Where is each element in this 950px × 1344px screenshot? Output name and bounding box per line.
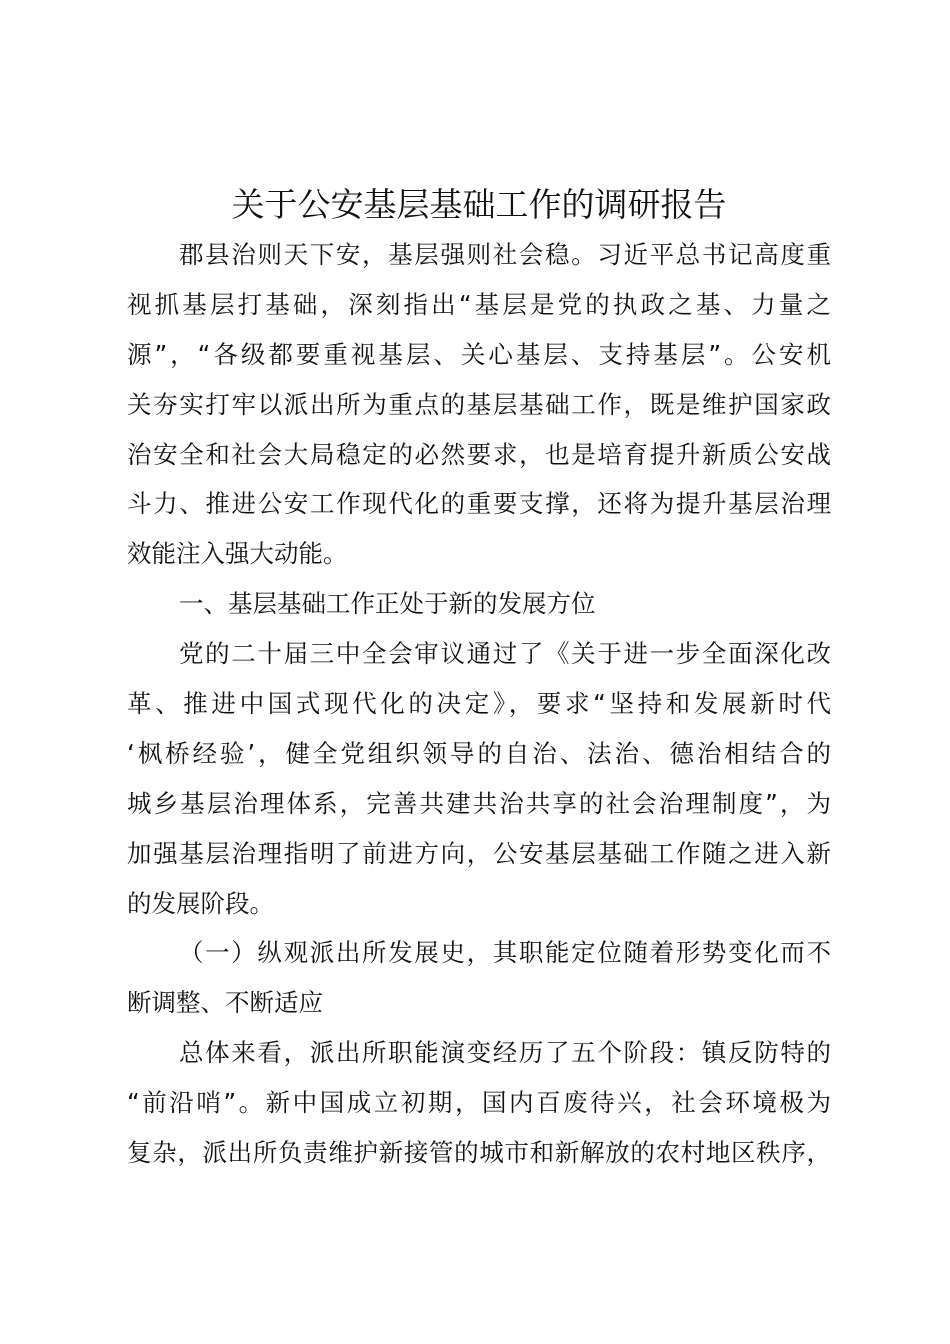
paragraph-line: 复杂，派出所负责维护新接管的城市和新解放的农村地区秩序，: [127, 1138, 831, 1168]
paragraph-line: 的发展阶段。: [127, 888, 274, 918]
paragraph-line: 关夯实打牢以派出所为重点的基层基础工作，既是维护国家政: [127, 389, 831, 419]
paragraph-line: 郡县治则天下安，基层强则社会稳。习近平总书记高度重: [179, 240, 831, 269]
subsection-heading: （一）纵观派出所发展史，其职能定位随着形势变化而不: [179, 938, 831, 968]
paragraph-line: 斗力、推进公安工作现代化的重要支撑，还将为提升基层治理: [127, 489, 831, 519]
document-title: 关于公安基层基础工作的调研报告: [231, 185, 727, 224]
paragraph-line: 城乡基层治理体系，完善共建共治共享的社会治理制度”，为: [127, 788, 831, 818]
paragraph-line: 源”，“各级都要重视基层、关心基层、支持基层”。公安机: [127, 339, 831, 369]
paragraph-line: 视抓基层打基础，深刻指出“基层是党的执政之基、力量之: [127, 289, 831, 319]
paragraph-line: 党的二十届三中全会审议通过了《关于进一步全面深化改: [179, 639, 831, 669]
paragraph-line: 效能注入强大动能。: [127, 539, 348, 569]
paragraph-line: 总体来看，派出所职能演变经历了五个阶段：镇反防特的: [179, 1038, 831, 1068]
paragraph-line: 加强基层治理指明了前进方向，公安基层基础工作随之进入新: [127, 838, 831, 868]
document-body: [127, 230, 831, 1178]
subsection-heading: 断调整、不断适应: [127, 988, 323, 1018]
paragraph-line: 革、推进中国式现代化的决定》，要求“坚持和发展新时代: [127, 689, 831, 719]
paragraph-line: “前沿哨”。新中国成立初期，国内百废待兴，社会环境极为: [127, 1088, 831, 1118]
paragraph-line: 治安全和社会大局稳定的必然要求，也是培育提升新质公安战: [127, 439, 831, 469]
section-heading: 一、基层基础工作正处于新的发展方位: [179, 589, 596, 619]
paragraph-line: ‘枫桥经验’，健全党组织领导的自治、法治、德治相结合的: [127, 738, 831, 768]
